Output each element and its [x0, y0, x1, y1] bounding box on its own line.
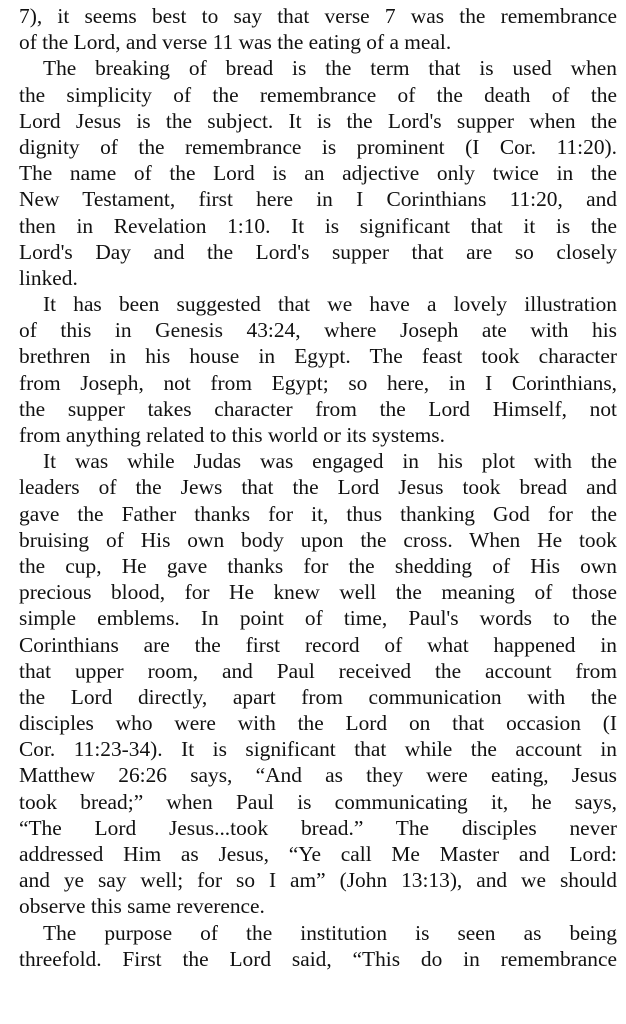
- paragraph: [19, 448, 617, 919]
- text-line: precious blood, for He knew well the meaning of those: [19, 580, 617, 605]
- text-line: It has been suggested that we have a lovely illustration: [43, 292, 617, 317]
- text-line: linked.: [19, 265, 78, 290]
- text-line: the Lord directly, apart from communication with the: [19, 684, 617, 709]
- document-page: [19, 3, 617, 972]
- text-line: brethren in his house in Egypt. The feast took character: [19, 344, 617, 369]
- text-line: Corinthians are the first record of what happened in: [19, 632, 617, 657]
- text-line: gave the Father thanks for it, thus thanking God for the: [19, 501, 617, 526]
- text-line: of the Lord, and verse 11 was the eating of a meal.: [19, 30, 452, 55]
- text-line: the cup, He gave thanks for the shedding of His own: [19, 553, 617, 578]
- text-line: It was while Judas was engaged in his plot with the: [43, 449, 617, 474]
- text-line: leaders of the Jews that the Lord Jesus took bread and: [19, 475, 617, 500]
- paragraph: [19, 920, 617, 972]
- text-line: from anything related to this world or its systems.: [19, 423, 445, 447]
- text-line: then in Revelation 1:10. It is significant that it is the: [19, 213, 617, 238]
- text-line: that upper room, and Paul received the account from: [19, 658, 617, 683]
- text-line: Lord's Day and the Lord's supper that are so closely: [19, 239, 617, 264]
- text-line: the supper takes character from the Lord Himself, not: [19, 396, 617, 421]
- text-line: threefold. First the Lord said, “This do in remembrance: [19, 946, 617, 971]
- text-line: the simplicity of the remembrance of the death of the: [19, 82, 617, 107]
- text-line: “The Lord Jesus...took bread.” The disciples never: [19, 815, 617, 840]
- text-line: disciples who were with the Lord on that occasion (I: [19, 711, 617, 736]
- text-line: Cor. 11:23-34). It is significant that while the account in: [19, 737, 617, 762]
- text-line: observe this same reverence.: [19, 894, 265, 919]
- text-line: Matthew 26:26 says, “And as they were eating, Jesus: [19, 763, 617, 788]
- paragraph: [19, 291, 617, 448]
- text-line: bruising of His own body upon the cross. When He took: [19, 527, 617, 552]
- text-line: from Joseph, not from Egypt; so here, in I Corinthians,: [19, 370, 617, 395]
- text-line: The name of the Lord is an adjective only twice in the: [19, 161, 617, 186]
- text-line: and ye say well; for so I am” (John 13:13), and we should: [19, 868, 617, 893]
- text-line: dignity of the remembrance is prominent (I Cor. 11:20).: [19, 134, 617, 159]
- paragraph: [19, 3, 617, 55]
- text-line: simple emblems. In point of time, Paul's words to the: [19, 606, 617, 631]
- text-line: New Testament, first here in I Corinthians 11:20, and: [19, 187, 617, 212]
- text-line: of this in Genesis 43:24, where Joseph ate with his: [19, 318, 617, 343]
- text-line: Lord Jesus is the subject. It is the Lord's supper when the: [19, 108, 617, 133]
- text-line: 7), it seems best to say that verse 7 was the remembrance: [19, 4, 617, 28]
- paragraph: [19, 55, 617, 291]
- text-line: took bread;” when Paul is communicating it, he says,: [19, 789, 617, 814]
- text-line: The purpose of the institution is seen as being: [43, 920, 617, 945]
- text-line: The breaking of bread is the term that is used when: [43, 56, 617, 81]
- text-line: addressed Him as Jesus, “Ye call Me Master and Lord:: [19, 842, 617, 866]
